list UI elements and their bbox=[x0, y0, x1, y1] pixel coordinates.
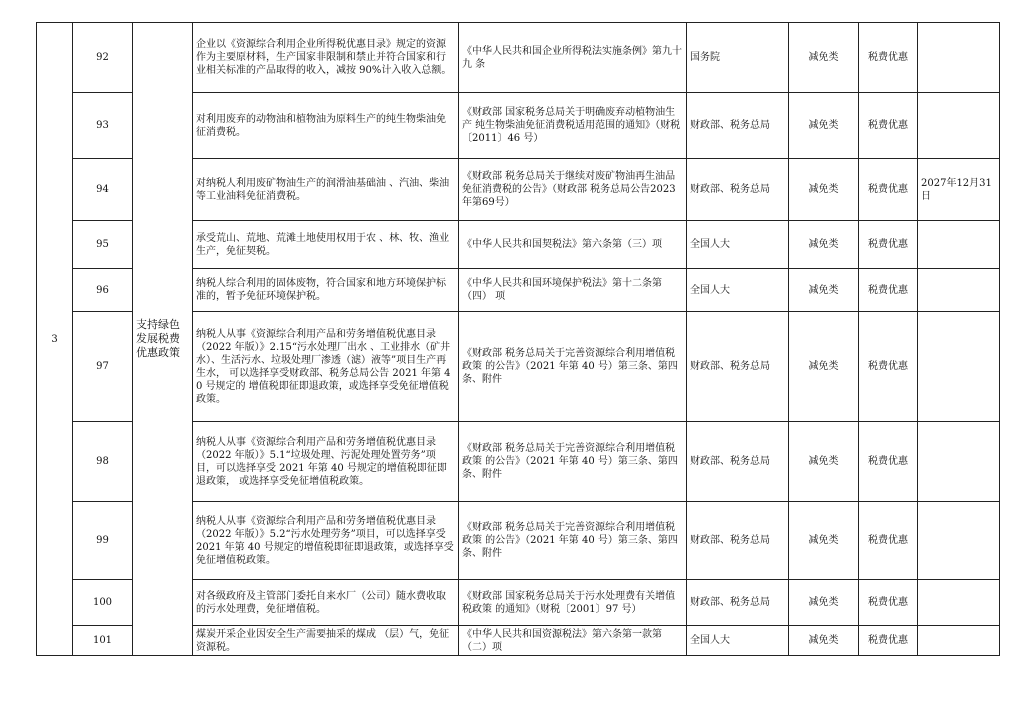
issuer-cell: 财政部、税务总局 bbox=[687, 93, 789, 159]
expiry-date-cell bbox=[918, 312, 1000, 422]
group-index-cell: 3 bbox=[37, 23, 73, 656]
expiry-date-cell bbox=[918, 502, 1000, 580]
policy-type-cell: 减免类 bbox=[789, 312, 859, 422]
policy-kind-cell: 税费优惠 bbox=[859, 422, 918, 502]
policy-content-cell: 承受荒山、荒地、荒滩土地使用权用于农 、林、牧、渔业生产，免征契税。 bbox=[193, 221, 459, 269]
policy-content-cell: 纳税人综合利用的固体废物，符合国家和地方环境保护标准的，暂予免征环境保护税。 bbox=[193, 269, 459, 312]
policy-content-cell: 对利用废弃的动物油和植物油为原料生产的纯生物柴油免征消费税。 bbox=[193, 93, 459, 159]
policy-basis-cell: 《财政部 税务总局关于完善资源综合利用增值税政策 的公告》（2021 年第 40 号）第三条、第四条、附件 bbox=[459, 312, 687, 422]
policy-type-cell: 减免类 bbox=[789, 422, 859, 502]
issuer-cell: 全国人大 bbox=[687, 626, 789, 656]
row-number-cell: 100 bbox=[73, 580, 133, 626]
policy-content-cell: 纳税人从事《资源综合利用产品和劳务增值税优惠目录 （2022 年版）》2.15“污水处理厂出水 、工业排水（矿井水）、生活污水、垃圾处理厂渗透（滤）液等”项目生产再生水， 可以选择享受财政部、税务总局公告 2021 年第 40 号规定的 增值税即征即退政策，或选择享受免征增值税政策。 bbox=[193, 312, 459, 422]
row-number-cell: 98 bbox=[73, 422, 133, 502]
expiry-date-cell bbox=[918, 626, 1000, 656]
policy-kind-cell: 税费优惠 bbox=[859, 580, 918, 626]
policy-type-cell: 减免类 bbox=[789, 159, 859, 221]
issuer-cell: 财政部、税务总局 bbox=[687, 422, 789, 502]
policy-content-cell: 纳税人从事《资源综合利用产品和劳务增值税优惠目录 （2022 年版）》5.2“污水处理劳务”项目，可以选择享受 2021 年第 40 号规定的增值税即征即退政策，或选择享受免征增值税政策。 bbox=[193, 502, 459, 580]
policy-type-cell: 减免类 bbox=[789, 580, 859, 626]
policy-basis-cell: 《财政部 国家税务总局关于明确废弃动植物油生产 纯生物柴油免征消费税适用范围的通知》（财税〔2011〕46 号） bbox=[459, 93, 687, 159]
policy-type-cell: 减免类 bbox=[789, 269, 859, 312]
policy-basis-cell: 《中华人民共和国企业所得税法实施条例》第九十九 条 bbox=[459, 23, 687, 93]
expiry-date-cell bbox=[918, 269, 1000, 312]
policy-basis-cell: 《财政部 国家税务总局关于污水处理费有关增值税政策 的通知》（财税〔2001〕97 号） bbox=[459, 580, 687, 626]
policy-type-cell: 减免类 bbox=[789, 23, 859, 93]
policy-type-cell: 减免类 bbox=[789, 502, 859, 580]
policy-content-cell: 对纳税人利用废矿物油生产的润滑油基础油 、汽油、柴油等工业油料免征消费税。 bbox=[193, 159, 459, 221]
policy-basis-cell: 《财政部 税务总局关于继续对废矿物油再生油品免征消费税的公告》（财政部 税务总局公告2023年第69号） bbox=[459, 159, 687, 221]
row-number-cell: 101 bbox=[73, 626, 133, 656]
issuer-cell: 国务院 bbox=[687, 23, 789, 93]
issuer-cell: 财政部、税务总局 bbox=[687, 580, 789, 626]
row-number-cell: 94 bbox=[73, 159, 133, 221]
issuer-cell: 财政部、税务总局 bbox=[687, 159, 789, 221]
policy-kind-cell: 税费优惠 bbox=[859, 159, 918, 221]
issuer-cell: 财政部、税务总局 bbox=[687, 502, 789, 580]
policy-basis-cell: 《中华人民共和国环境保护税法》第十二条第（四） 项 bbox=[459, 269, 687, 312]
policy-type-cell: 减免类 bbox=[789, 93, 859, 159]
policy-content-cell: 企业以《资源综合利用企业所得税优惠目录》规定的资源作为主要原材料，生产国家非限制和禁止并符合国家和行 业相关标准的产品取得的收入，减按 90%计入收入总额。 bbox=[193, 23, 459, 93]
policy-kind-cell: 税费优惠 bbox=[859, 312, 918, 422]
policy-content-cell: 对各级政府及主管部门委托自来水厂（公司）随水费收取的污水处理费，免征增值税。 bbox=[193, 580, 459, 626]
row-number-cell: 96 bbox=[73, 269, 133, 312]
row-number-cell: 93 bbox=[73, 93, 133, 159]
policy-category-cell: 支持绿色发展税费优惠政策 bbox=[133, 23, 193, 656]
table-body bbox=[37, 23, 1000, 656]
expiry-date-cell bbox=[918, 422, 1000, 502]
policy-content-cell: 煤炭开采企业因安全生产需要抽采的煤成 （层）气，免征资源税。 bbox=[193, 626, 459, 656]
expiry-date-cell bbox=[918, 580, 1000, 626]
issuer-cell: 全国人大 bbox=[687, 269, 789, 312]
policy-kind-cell: 税费优惠 bbox=[859, 221, 918, 269]
expiry-date-cell bbox=[918, 93, 1000, 159]
row-number-cell: 99 bbox=[73, 502, 133, 580]
policy-type-cell: 减免类 bbox=[789, 221, 859, 269]
table-row bbox=[37, 23, 1000, 93]
row-number-cell: 92 bbox=[73, 23, 133, 93]
policy-basis-cell: 《中华人民共和国资源税法》第六条第一款第（二）项 bbox=[459, 626, 687, 656]
expiry-date-cell: 2027年12月31日 bbox=[918, 159, 1000, 221]
row-number-cell: 95 bbox=[73, 221, 133, 269]
policy-basis-cell: 《财政部 税务总局关于完善资源综合利用增值税政策 的公告》（2021 年第 40 号）第三条、第四条、附件 bbox=[459, 422, 687, 502]
expiry-date-cell bbox=[918, 23, 1000, 93]
policy-basis-cell: 《财政部 税务总局关于完善资源综合利用增值税政策 的公告》（2021 年第 40 号）第三条、第四条、附件 bbox=[459, 502, 687, 580]
policy-type-cell: 减免类 bbox=[789, 626, 859, 656]
policy-kind-cell: 税费优惠 bbox=[859, 626, 918, 656]
row-number-cell: 97 bbox=[73, 312, 133, 422]
policy-kind-cell: 税费优惠 bbox=[859, 502, 918, 580]
expiry-date-cell bbox=[918, 221, 1000, 269]
policy-kind-cell: 税费优惠 bbox=[859, 23, 918, 93]
issuer-cell: 全国人大 bbox=[687, 221, 789, 269]
policy-content-cell: 纳税人从事《资源综合利用产品和劳务增值税优惠目录 （2022 年版）》5.1“垃圾处理、污泥处理处置劳务”项目，可以选择享受 2021 年第 40 号规定的增值税即征即退政策， 或选择享受免征增值税政策。 bbox=[193, 422, 459, 502]
policy-basis-cell: 《中华人民共和国契税法》第六条第（三）项 bbox=[459, 221, 687, 269]
policy-kind-cell: 税费优惠 bbox=[859, 269, 918, 312]
issuer-cell: 财政部、税务总局 bbox=[687, 312, 789, 422]
tax-policy-table bbox=[36, 22, 1000, 656]
policy-kind-cell: 税费优惠 bbox=[859, 93, 918, 159]
